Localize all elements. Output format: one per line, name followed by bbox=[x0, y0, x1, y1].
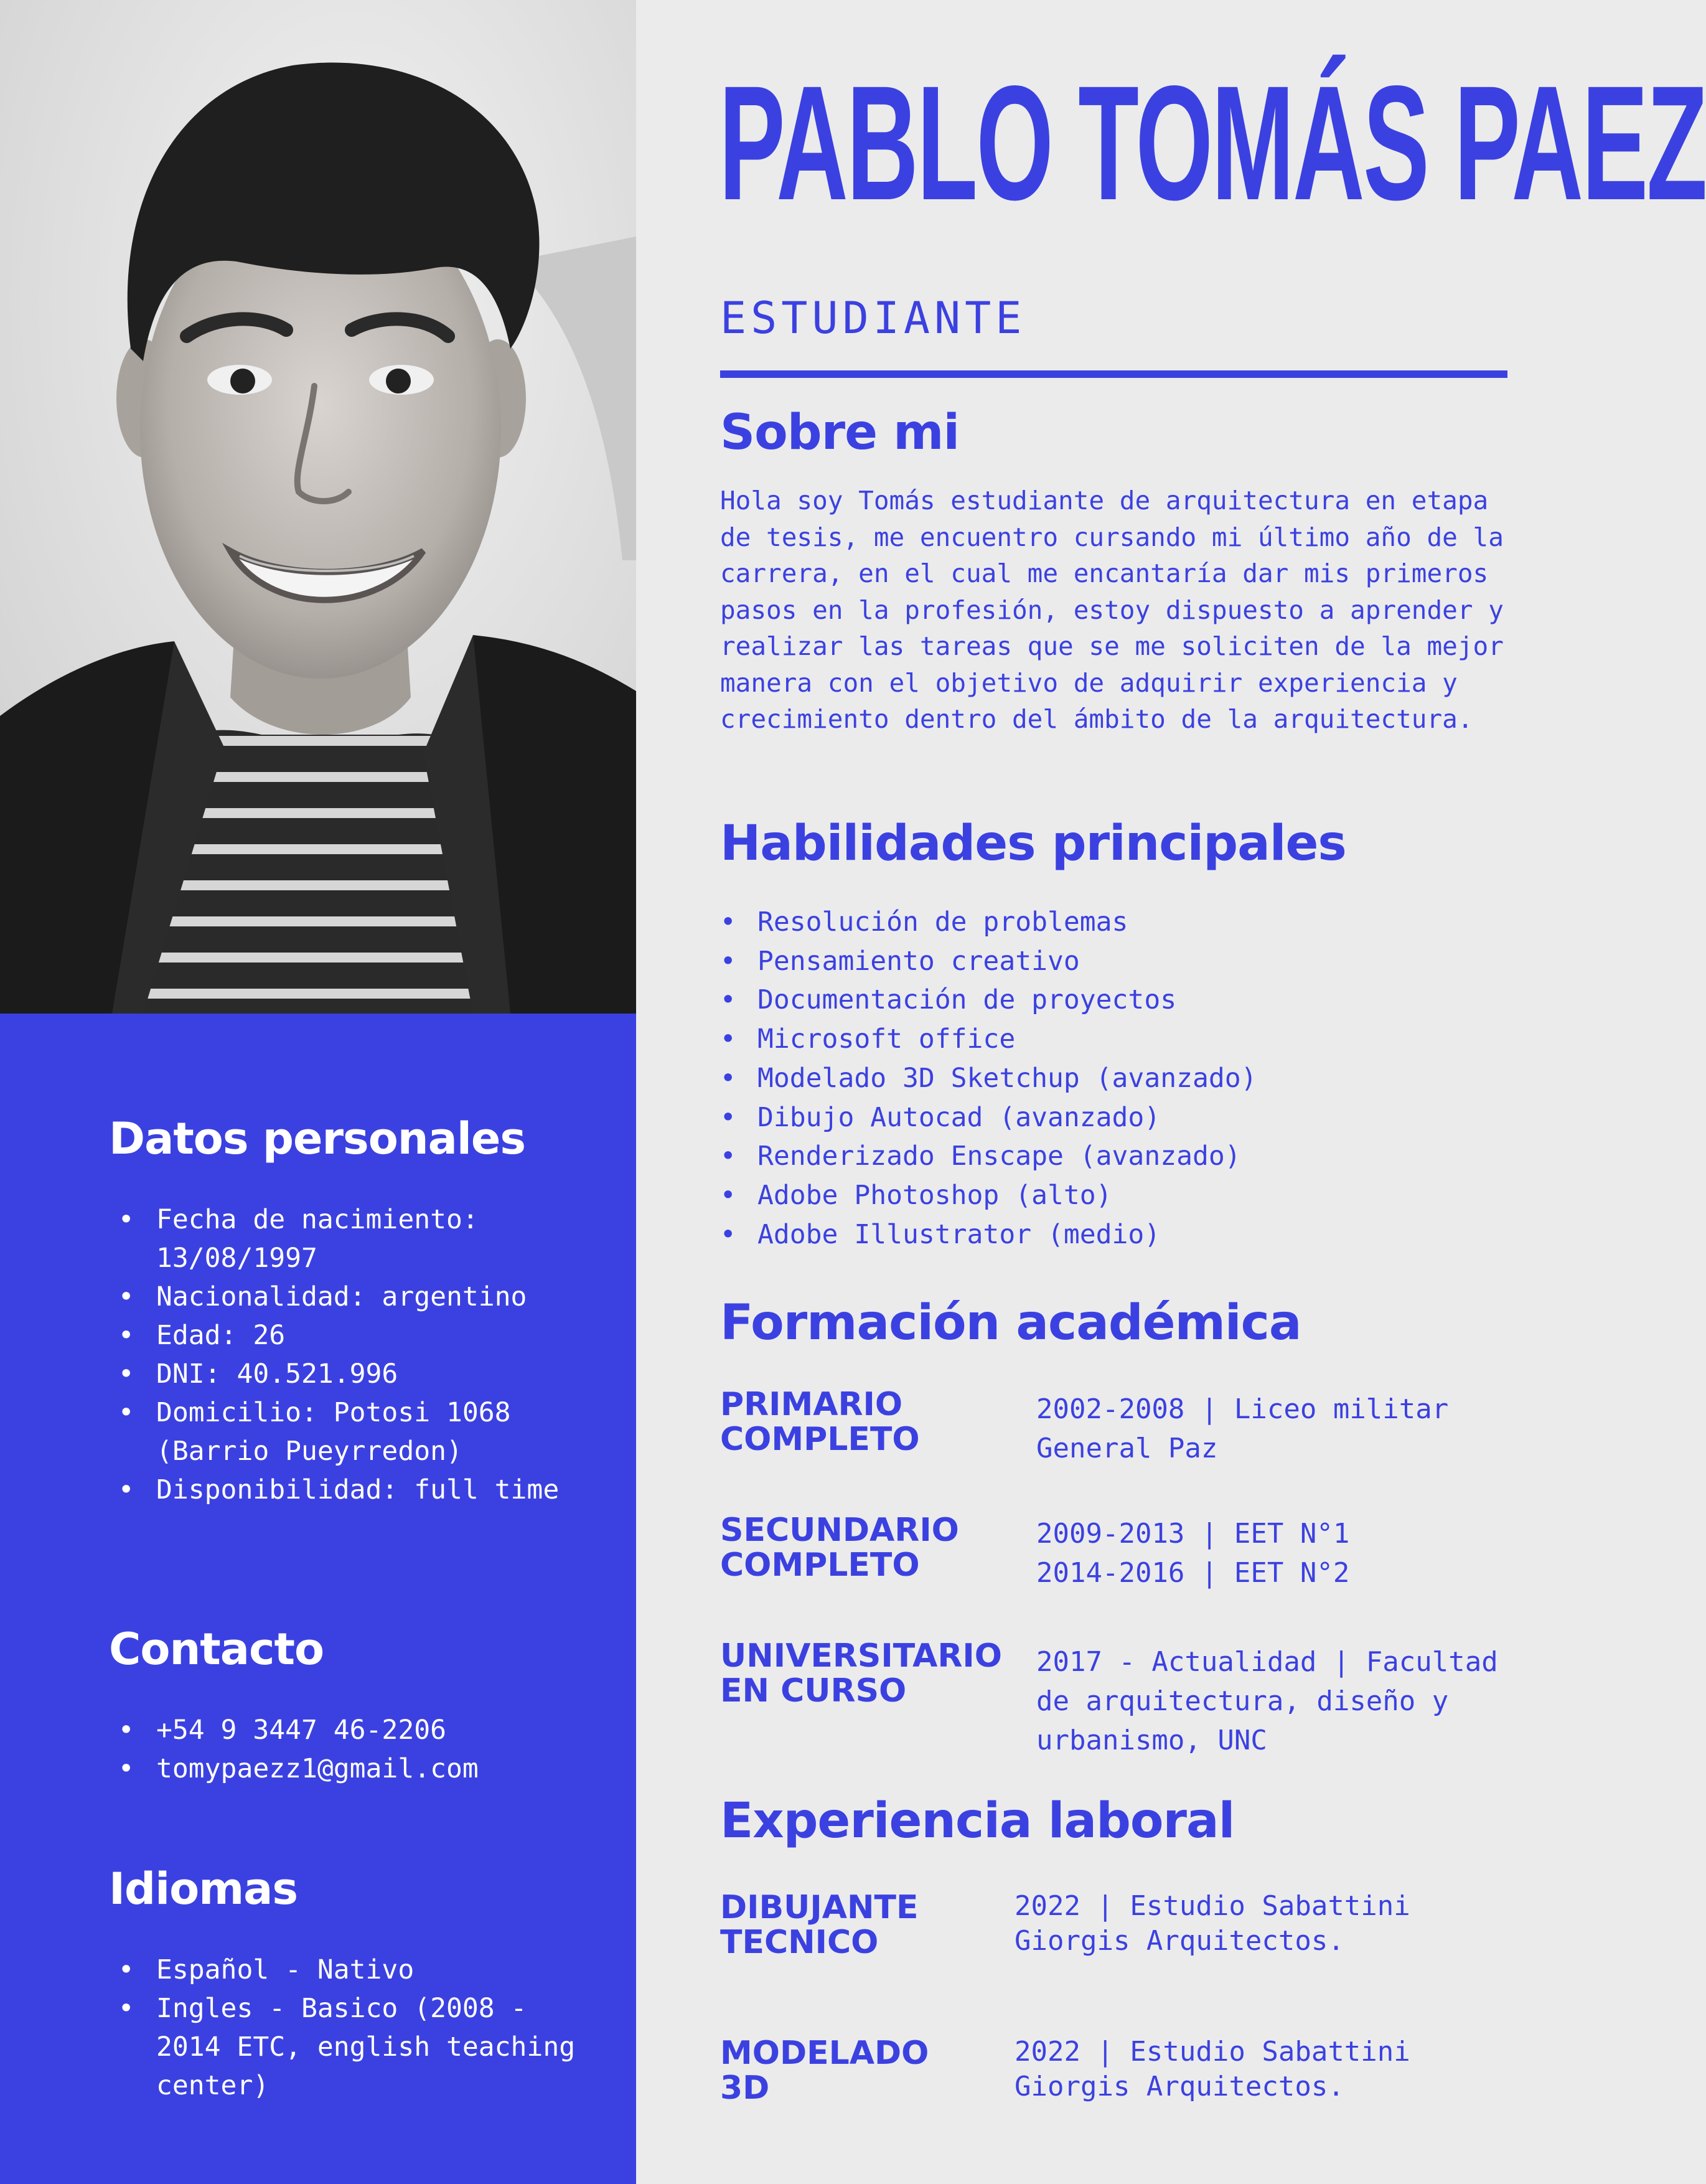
list-item: • Español - Nativo bbox=[109, 1951, 582, 1989]
skill-item: • Resolución de problemas bbox=[720, 903, 1257, 942]
label-line: MODELADO bbox=[720, 2035, 929, 2072]
label-line: TECNICO bbox=[720, 1924, 879, 1961]
contact-heading: Contacto bbox=[109, 1624, 324, 1675]
list-item: • Domicilio: Potosi 1068 (Barrio Pueyrredon) bbox=[109, 1393, 582, 1471]
label-line: COMPLETO bbox=[720, 1546, 920, 1584]
label-line: 3D bbox=[720, 2069, 770, 2107]
label-line: PRIMARIO bbox=[720, 1386, 903, 1423]
personal-data-list bbox=[109, 1200, 582, 1509]
candidate-role: ESTUDIANTE bbox=[720, 293, 1026, 344]
skill-item: • Adobe Photoshop (alto) bbox=[720, 1176, 1257, 1215]
label-line: SECUNDARIO bbox=[720, 1512, 959, 1549]
candidate-name: PABLO TOMÁS PAEZ bbox=[719, 52, 1706, 234]
list-item: • Ingles - Basico (2008 - 2014 ETC, english teaching center) bbox=[109, 1989, 582, 2105]
email-link[interactable]: • tomypaezz1@gmail.com bbox=[109, 1749, 582, 1788]
list-item: • Disponibilidad: full time bbox=[109, 1471, 582, 1509]
experience-heading: Experiencia laboral bbox=[720, 1793, 1235, 1849]
skill-item: • Pensamiento creativo bbox=[720, 942, 1257, 981]
skill-item: • Microsoft office bbox=[720, 1020, 1257, 1059]
about-text: Hola soy Tomás estudiante de arquitectura en etapa de tesis, me encuentro cursando mi último año de la carrera, en el cual me encantaría dar mis primeros pasos en la profesión, estoy dispuesto a aprender y realizar las tareas que se me soliciten de la mejor manera con el objetivo de adquirir experiencia y crecimiento dentro del ámbito de la arquitectura. bbox=[720, 486, 1504, 734]
skill-item: • Dibujo Autocad (avanzado) bbox=[720, 1098, 1257, 1137]
label-line: DIBUJANTE bbox=[720, 1889, 919, 1926]
list-item: • Fecha de nacimiento: 13/08/1997 bbox=[109, 1200, 582, 1278]
education-detail: 2017 - Actualidad | Facultad de arquitectura, diseño y urbanismo, UNC bbox=[1036, 1646, 1498, 1756]
education-detail: 2002-2008 | Liceo militar General Paz bbox=[1036, 1393, 1449, 1464]
list-item: • Nacionalidad: argentino bbox=[109, 1278, 582, 1316]
education-level-label bbox=[720, 1387, 920, 1457]
education-heading: Formación académica bbox=[720, 1295, 1301, 1351]
education-level-label bbox=[720, 1639, 1002, 1708]
label-line: COMPLETO bbox=[720, 1421, 920, 1458]
skill-item: • Renderizado Enscape (avanzado) bbox=[720, 1137, 1257, 1176]
languages-heading: Idiomas bbox=[109, 1863, 298, 1914]
personal-data-heading: Datos personales bbox=[109, 1113, 525, 1164]
education-detail: 2009-2013 | EET N°1 2014-2016 | EET N°2 bbox=[1036, 1518, 1350, 1589]
list-item: • Edad: 26 bbox=[109, 1316, 582, 1355]
sidebar bbox=[0, 1014, 636, 2184]
job-title-label bbox=[720, 2036, 929, 2106]
skills-list bbox=[720, 903, 1257, 1254]
about-heading: Sobre mi bbox=[720, 405, 960, 461]
label-line: EN CURSO bbox=[720, 1672, 907, 1710]
list-item: • DNI: 40.521.996 bbox=[109, 1355, 582, 1393]
skill-item: • Modelado 3D Sketchup (avanzado) bbox=[720, 1059, 1257, 1098]
skill-item: • Documentación de proyectos bbox=[720, 981, 1257, 1020]
education-level-label bbox=[720, 1513, 959, 1583]
job-title-label bbox=[720, 1890, 918, 1960]
skill-item: • Adobe Illustrator (medio) bbox=[720, 1215, 1257, 1254]
contact-list bbox=[109, 1711, 582, 1788]
label-line: UNIVERSITARIO bbox=[720, 1637, 1002, 1675]
job-detail: 2022 | Estudio Sabattini Giorgis Arquitectos. bbox=[1015, 1890, 1410, 1957]
phone-number[interactable]: • +54 9 3447 46-2206 bbox=[109, 1711, 582, 1749]
header-divider bbox=[720, 370, 1507, 378]
profile-photo bbox=[0, 0, 636, 1014]
job-detail: 2022 | Estudio Sabattini Giorgis Arquitectos. bbox=[1015, 2036, 1410, 2102]
skills-heading: Habilidades principales bbox=[720, 816, 1346, 872]
languages-list bbox=[109, 1951, 582, 2105]
